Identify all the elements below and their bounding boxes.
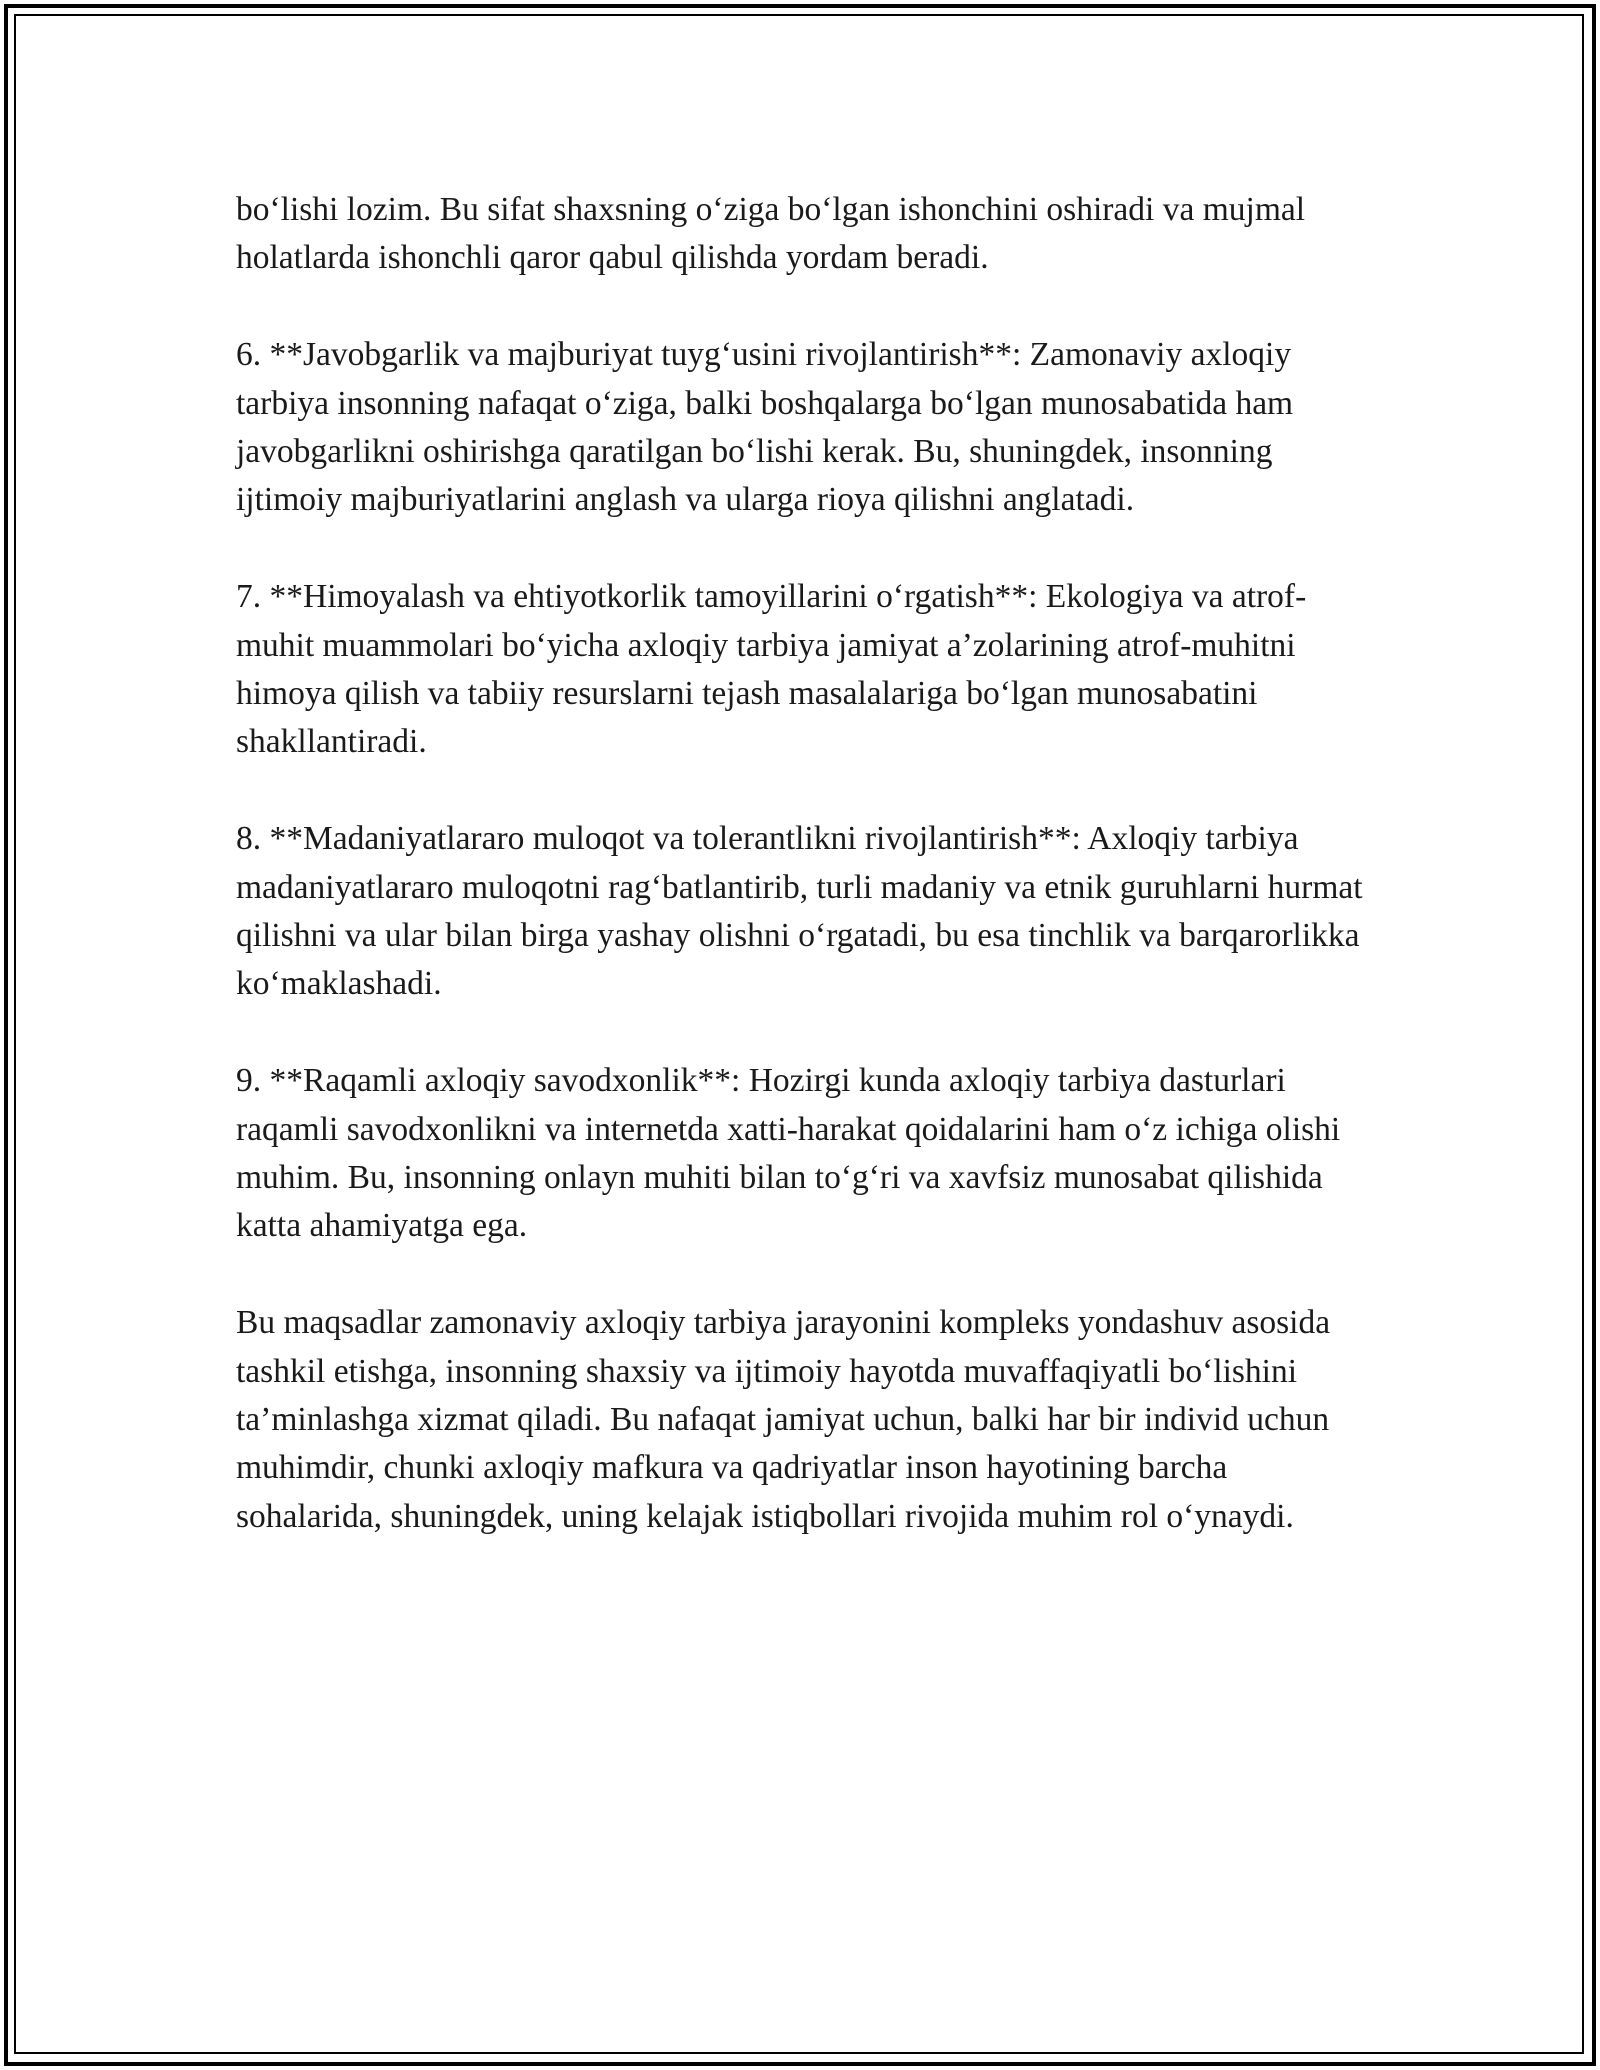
paragraph-continuation: bo‘lishi lozim. Bu sifat shaxsning o‘ziga bo‘lgan ishonchini oshiradi va mujmal holatlarda ishonchli qaror qabul qilishda yordam beradi. bbox=[236, 191, 1306, 277]
paragraph-conclusion: Bu maqsadlar zamonaviy axloqiy tarbiya jarayonini kompleks yondashuv asosida tashkil etishga, insonning shaxsiy va ijtimoiy hayotda muvaffaqiyatli bo‘lishini ta’minlashga xizmat qiladi. Bu nafaqat jamiyat uchun, balki har bir individ uchun muhimdir, chunki axloqiy mafkura va qadriyatlar inson hayotining barcha sohalarida, shuningdek, uning kelajak istiqbollari rivojida muhim rol o‘ynaydi. bbox=[236, 1304, 1331, 1535]
paragraph-item-6: 6. **Javobgarlik va majburiyat tuyg‘usini rivojlantirish**: Zamonaviy axloqiy tarbiya insonning nafaqat o‘ziga, balki boshqalarga bo‘lgan munosabatida ham javobgarlikni oshirishga qaratilgan bo‘lishi kerak. Bu, shuningdek, insonning ijtimoiy majburiyatlarini anglash va ularga rioya qilishni anglatadi. bbox=[236, 336, 1294, 519]
page-body bbox=[236, 186, 1376, 1541]
paragraph-item-9: 9. **Raqamli axloqiy savodxonlik**: Hozirgi kunda axloqiy tarbiya dasturlari raqamli savodxonlikni va internetda xatti-harakat qoidalarini ham o‘z ichiga olishi muhim. Bu, insonning onlayn muhiti bilan to‘g‘ri va xavfsiz munosabat qilishida katta ahamiyatga ega. bbox=[236, 1062, 1341, 1245]
paragraph-item-7: 7. **Himoyalash va ehtiyotkorlik tamoyillarini o‘rgatish**: Ekologiya va atrof-muhit muammolari bo‘yicha axloqiy tarbiya jamiyat a’zolarining atrof-muhitni himoya qilish va tabiiy resurslarni tejash masalalariga bo‘lgan munosabatini shakllantiradi. bbox=[236, 578, 1307, 761]
paragraph-item-8: 8. **Madaniyatlararo muloqot va tolerantlikni rivojlantirish**: Axloqiy tarbiya madaniyatlararo muloqotni rag‘batlantirib, turli madaniy va etnik guruhlarni hurmat qilishni va ular bilan birga yashay olishni o‘rgatadi, bu esa tinchlik va barqarorlikka ko‘maklashadi. bbox=[236, 820, 1363, 1003]
